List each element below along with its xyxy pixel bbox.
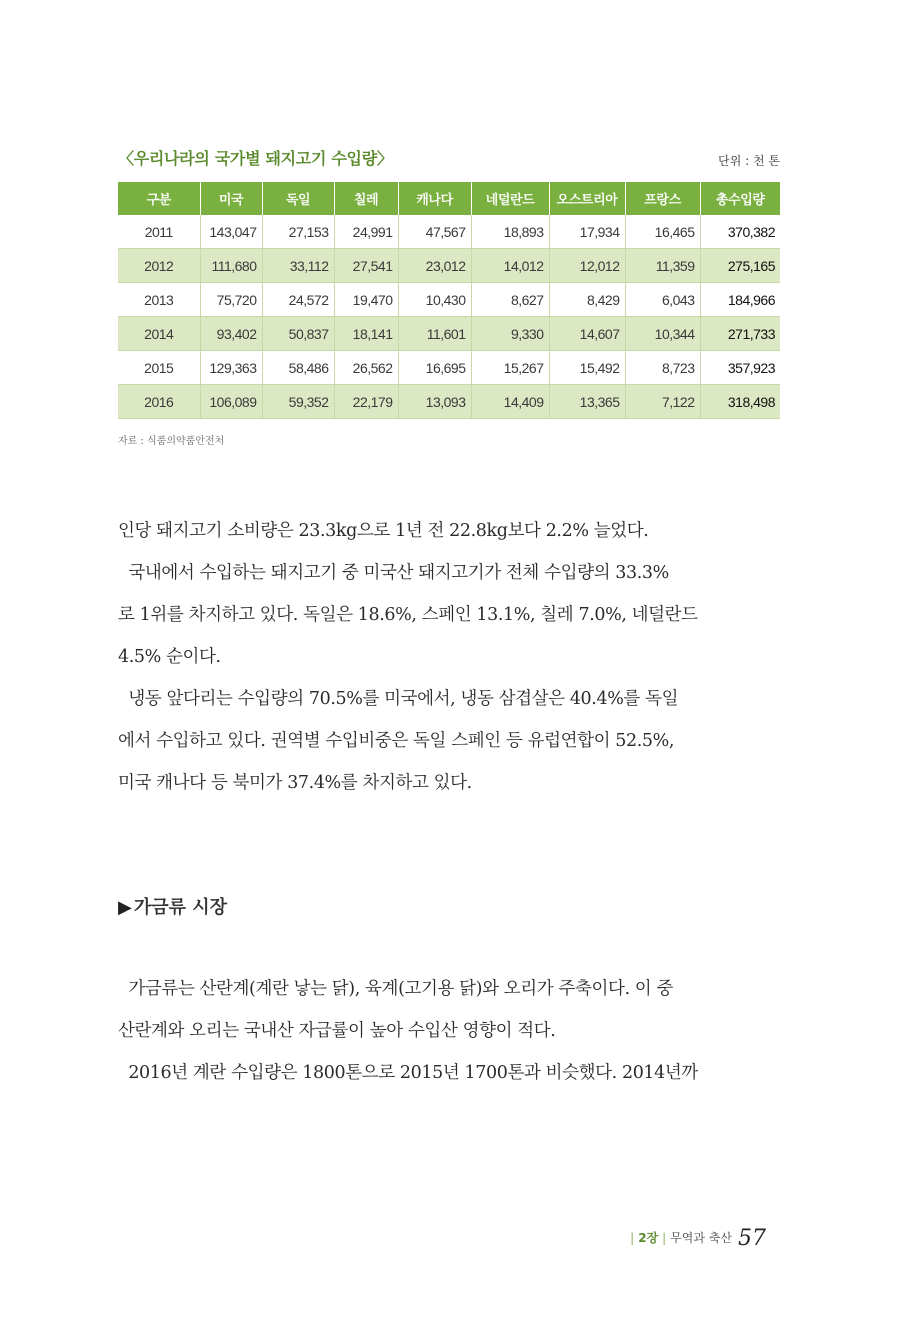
text-line: 국내에서 수입하는 돼지고기 중 미국산 돼지고기가 전체 수입량의 33.3%: [118, 563, 669, 583]
text-line: 2016년 계란 수입량은 1800톤으로 2015년 1700톤과 비슷했다. 2014년까: [118, 1063, 698, 1083]
table-cell: 24,572: [262, 283, 334, 317]
table-cell: 9,330: [471, 317, 549, 351]
table-cell: 8,429: [549, 283, 625, 317]
year-cell: 2012: [118, 249, 200, 283]
year-cell: 2014: [118, 317, 200, 351]
page-footer: [626, 1226, 766, 1252]
header-cell: 오스트리아: [549, 182, 625, 215]
table-cell: 8,723: [625, 351, 700, 385]
triangle-marker-icon: ▶: [118, 897, 132, 918]
header-cell: 미국: [200, 182, 262, 215]
table-unit: 단위 : 천 톤: [718, 154, 780, 168]
table-caption: [118, 146, 780, 170]
table-cell: 17,934: [549, 215, 625, 249]
total-cell: 275,165: [700, 249, 780, 283]
header-cell: 총수입량: [700, 182, 780, 215]
table-cell: 15,267: [471, 351, 549, 385]
text-line: 에서 수입하고 있다. 권역별 수입비중은 독일 스페인 등 유럽연합이 52.5%,: [118, 731, 675, 751]
table-cell: 16,695: [398, 351, 471, 385]
total-cell: 318,498: [700, 385, 780, 419]
header-cell: 캐나다: [398, 182, 471, 215]
table-cell: 12,012: [549, 249, 625, 283]
table-cell: 143,047: [200, 215, 262, 249]
table-cell: 33,112: [262, 249, 334, 283]
table-cell: 8,627: [471, 283, 549, 317]
page-number: 57: [738, 1226, 766, 1251]
table-cell: 50,837: [262, 317, 334, 351]
table-cell: 27,153: [262, 215, 334, 249]
table-cell: 129,363: [200, 351, 262, 385]
table-cell: 24,991: [334, 215, 398, 249]
year-cell: 2013: [118, 283, 200, 317]
table-cell: 19,470: [334, 283, 398, 317]
table-cell: 23,012: [398, 249, 471, 283]
header-cell: 독일: [262, 182, 334, 215]
footer-chapter-title: 무역과 축산: [670, 1231, 732, 1245]
text-line: 산란계와 오리는 국내산 자급률이 높아 수입산 영향이 적다.: [118, 1021, 556, 1041]
table-cell: 111,680: [200, 249, 262, 283]
table-row: [118, 317, 780, 351]
table-title: 〈우리나라의 국가별 돼지고기 수입량〉: [118, 149, 393, 168]
header-cell: 프랑스: [625, 182, 700, 215]
footer-chapter: 2장: [638, 1231, 659, 1245]
table-cell: 10,344: [625, 317, 700, 351]
table-cell: 11,601: [398, 317, 471, 351]
table-cell: 10,430: [398, 283, 471, 317]
table-row: [118, 351, 780, 385]
table-cell: 75,720: [200, 283, 262, 317]
text-line: 미국 캐나다 등 북미가 37.4%를 차지하고 있다.: [118, 773, 472, 793]
total-cell: 271,733: [700, 317, 780, 351]
table-cell: 13,365: [549, 385, 625, 419]
total-cell: 370,382: [700, 215, 780, 249]
body-paragraph-block: [118, 510, 780, 804]
header-cell: 네덜란드: [471, 182, 549, 215]
text-line: 냉동 앞다리는 수입량의 70.5%를 미국에서, 냉동 삼겹살은 40.4%를 독일: [118, 689, 679, 709]
table-cell: 14,409: [471, 385, 549, 419]
table-cell: 11,359: [625, 249, 700, 283]
import-table: [118, 182, 780, 419]
table-cell: 27,541: [334, 249, 398, 283]
table-cell: 7,122: [625, 385, 700, 419]
table-row: [118, 215, 780, 249]
table-cell: 15,492: [549, 351, 625, 385]
table-row: [118, 283, 780, 317]
table-row: [118, 249, 780, 283]
table-cell: 18,893: [471, 215, 549, 249]
table-cell: 26,562: [334, 351, 398, 385]
text-line: 4.5% 순이다.: [118, 647, 221, 667]
table-cell: 22,179: [334, 385, 398, 419]
table-cell: 59,352: [262, 385, 334, 419]
table-cell: 13,093: [398, 385, 471, 419]
footer-divider: |: [662, 1231, 667, 1245]
table-cell: 106,089: [200, 385, 262, 419]
section-title: 가금류 시장: [133, 897, 228, 918]
table-cell: 14,607: [549, 317, 625, 351]
footer-divider: |: [630, 1231, 635, 1245]
table-header-row: [118, 182, 780, 215]
total-cell: 184,966: [700, 283, 780, 317]
text-line: 가금류는 산란계(계란 낳는 닭), 육계(고기용 닭)와 오리가 주축이다. 이 중: [118, 979, 673, 999]
text-line: 인당 돼지고기 소비량은 23.3kg으로 1년 전 22.8kg보다 2.2% 늘었다.: [118, 521, 649, 541]
text-line: 로 1위를 차지하고 있다. 독일은 18.6%, 스페인 13.1%, 칠레 7.0%, 네덜란드: [118, 605, 698, 625]
header-cell: 구분: [118, 182, 200, 215]
table-cell: 18,141: [334, 317, 398, 351]
year-cell: 2016: [118, 385, 200, 419]
table-cell: 6,043: [625, 283, 700, 317]
table-cell: 14,012: [471, 249, 549, 283]
body-paragraph-block: [118, 968, 780, 1094]
year-cell: 2015: [118, 351, 200, 385]
table-row: [118, 385, 780, 419]
section-heading: [118, 893, 227, 919]
total-cell: 357,923: [700, 351, 780, 385]
table-cell: 93,402: [200, 317, 262, 351]
table-cell: 47,567: [398, 215, 471, 249]
header-cell: 칠레: [334, 182, 398, 215]
table-cell: 58,486: [262, 351, 334, 385]
year-cell: 2011: [118, 215, 200, 249]
table-source: 자료 : 식품의약품안전처: [118, 436, 225, 447]
table-cell: 16,465: [625, 215, 700, 249]
